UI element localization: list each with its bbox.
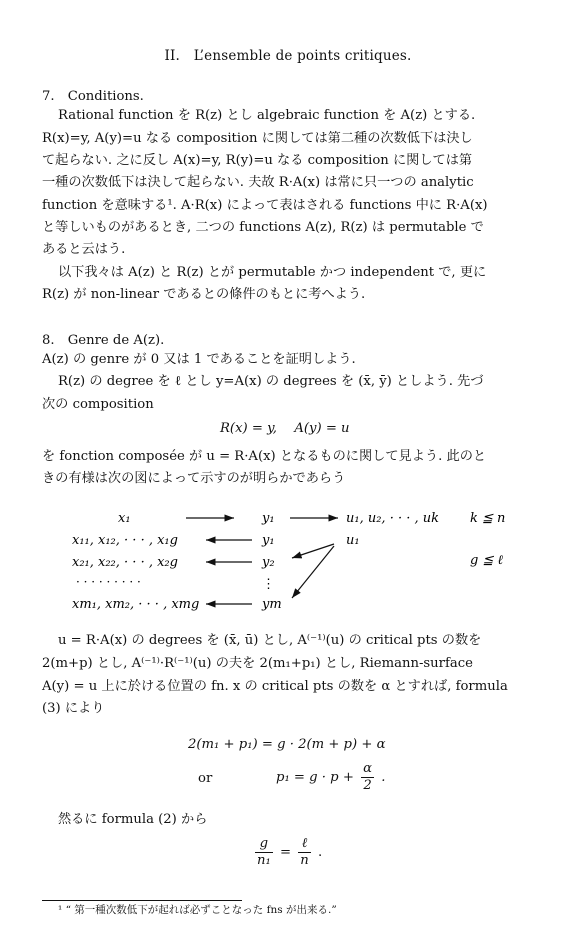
diagram-col2-row3: y₂ (262, 555, 275, 570)
footnote-mark: ¹ (58, 904, 63, 916)
section-8-line-9: (3) により (42, 701, 105, 716)
section-8-line-1: A(z) の genre が 0 又は 1 であることを証明しよう. (42, 352, 356, 367)
equation-or: or (198, 771, 213, 786)
section-7-line-3: て起らない. 之に反し A(x)=y, R(y)=u なる composition に関しては第 (42, 153, 473, 168)
equation-2 (276, 761, 385, 794)
diagram-col1-row1: x₁ (118, 511, 131, 526)
equation-3-fraction-right (298, 836, 311, 869)
section-8-line-7: 2(m+p) とし, A⁽⁻¹⁾·R⁽⁻¹⁾(u) の夫を 2(m₁+p₁) とし, Riemann-surface (42, 656, 473, 671)
equation-1: 2(m₁ + p₁) = g · 2(m + p) + α (188, 737, 386, 752)
footnote-rule (42, 900, 242, 901)
section-7-heading: 7. Conditions. (42, 89, 144, 104)
diagram-col3-row2: u₁ (346, 533, 360, 548)
equation-3-num-left: g (255, 836, 273, 853)
equation-2-fraction (361, 761, 374, 794)
diagram-col1-row5: xm₁, xm₂, · · · , xmg (72, 597, 200, 612)
diagram-col2-row1: y₁ (262, 511, 275, 526)
section-7-line-1: Rational function を R(z) とし algebraic function を A(z) とする. (58, 108, 476, 123)
section-8-line-10: 然るに formula (2) から (58, 812, 208, 827)
equation-2-denominator: 2 (363, 778, 372, 793)
arrow-u1-ym (292, 546, 334, 598)
equation-3-equals: = (279, 845, 292, 860)
diagram-col3-row1: u₁, u₂, · · · , uk (346, 511, 440, 526)
footnote-text: “ 第一種次数低下が起れば必ずことなった fns が出来る.” (65, 904, 337, 916)
section-8-line-2: R(z) の degree を ℓ とし y=A(x) の degrees を (x̄, ȳ) としよう. 先づ (58, 374, 484, 389)
diagram-col2-row5: ym (262, 597, 282, 612)
equation-2-end: . (381, 770, 386, 785)
section-7-line-8: 以下我々は A(z) と R(z) とが permutable かつ independent で, 更に (58, 265, 487, 280)
section-8-line-4: を fonction composée が u = R·A(x) となるものに関して見よう. 此のと (42, 449, 487, 464)
arrow-u1-y2 (292, 544, 334, 558)
section-8-line-3: 次の composition (42, 397, 154, 412)
section-7-line-6: と等しいものがあるとき, 二つの functions A(z), R(z) は permutable で (42, 220, 484, 235)
equation-2-numerator: α (363, 761, 372, 776)
section-7-line-5: function を意味する¹. A·R(x) によって表はされる functions 中に R·A(x) (42, 198, 488, 213)
section-8-line-8: A(y) = u 上に於ける位置の fn. x の critical pts の数を α とすれば, formula (42, 679, 508, 694)
equation-3-num-right: ℓ (298, 836, 311, 853)
diagram-col1-row2: x₁₁, x₁₂, · · · , x₁g (72, 533, 178, 548)
equation-3 (252, 836, 322, 869)
section-8-heading: 8. Genre de A(z). (42, 333, 165, 348)
diagram-col1-row4: · · · · · · · · · (76, 575, 141, 589)
footnote (58, 902, 337, 917)
diagram-col2-row2: y₁ (262, 533, 275, 548)
diagram-col2-row4: ⋮ (262, 577, 275, 592)
composition-equation: R(x) = y, A(y) = u (220, 421, 350, 436)
equation-3-den-right: n (300, 853, 309, 868)
equation-3-fraction-left (255, 836, 273, 869)
section-7-line-4: 一種の次数低下は決して起らない. 夫故 R·A(x) は常に只一つの analytic (42, 175, 474, 190)
section-8-line-6: u = R·A(x) の degrees を (x̄, ū) とし, A⁽⁻¹⁾(u) の critical pts の数を (58, 633, 482, 648)
section-7-line-9: R(z) が non-linear であるとの條件のもとに考へよう. (42, 287, 366, 302)
diagram-col1-row3: x₂₁, x₂₂, · · · , x₂g (72, 555, 178, 570)
section-7-line-7: あると云はう. (42, 242, 126, 257)
section-8-line-5: きの有様は次の図によって示すのが明らかであらう (42, 471, 346, 486)
diagram-cond-k: k ≦ n (470, 511, 506, 526)
section-7-line-2: R(x)=y, A(y)=u なる composition に関しては第二種の次数低下は決し (42, 131, 473, 146)
equation-3-end: . (317, 845, 323, 860)
composition-diagram (0, 500, 576, 620)
equation-2-left: p₁ = g · p + (276, 770, 354, 785)
diagram-cond-g: g ≦ ℓ (470, 553, 503, 568)
page-title: II. L’ensemble de points critiques. (164, 48, 412, 64)
equation-3-den-left: n₁ (257, 853, 271, 868)
